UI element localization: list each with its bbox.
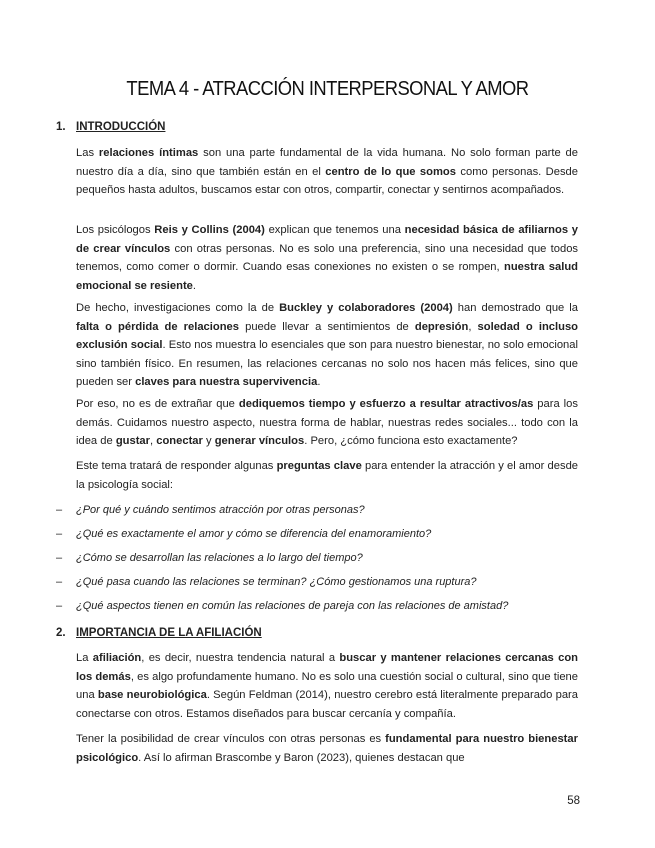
paragraph-7: Tener la posibilidad de crear vínculos con otras personas es fundamental para nuestro bienestar psicológico. Así lo afirman Brascombe y Baron (2023), quienes destacan que xyxy=(76,733,578,764)
section-number: 2. xyxy=(56,627,66,639)
list-item: – ¿Cómo se desarrollan las relaciones a lo largo del tiempo? xyxy=(56,552,363,564)
section-label: INTRODUCCIÓN xyxy=(76,121,166,133)
list-item: – ¿Qué aspectos tienen en común las relaciones de pareja con las relaciones de amistad? xyxy=(56,600,509,612)
list-item: – ¿Qué es exactamente el amor y cómo se diferencia del enamoramiento? xyxy=(56,528,432,540)
paragraph-1: Las relaciones íntimas son una parte fundamental de la vida humana. No solo forman parte de nuestro día a día, sino que también están en el centro de lo que somos como personas. Desde pequeños hasta adultos, buscamos estar con otros, compartir, conectar y sentirnos acompañados. xyxy=(76,147,579,197)
section-label: IMPORTANCIA DE LA AFILIACIÓN xyxy=(76,627,262,639)
paragraph-3: De hecho, investigaciones como la de Buckley y colaboradores (2004) han demostrado que la falta o pérdida de relaciones puede llevar a sentimientos de depresión, soledad o incluso exclusión social. Esto nos muestra lo esenciales que son para nuestro bienestar, no solo emocional sino también físico. En resumen, las relaciones cercanas no solo nos hacen más felices, sino que pueden ser claves para nuestra supervivencia. xyxy=(76,302,579,389)
paragraph-2: Los psicólogos Reis y Collins (2004) explican que tenemos una necesidad básica de afiliarnos y de crear vínculos con otras personas. No es solo una preferencia, sino una necesidad que todos tenemos, como comer o dormir. Cuando esas conexiones no existen o se rompen, nuestra salud emocional se resiente. xyxy=(76,224,579,292)
page-number: 58 xyxy=(567,795,580,807)
paragraph-5: Este tema tratará de responder algunas preguntas clave para entender la atracción y el amor desde la psicología social: xyxy=(76,460,579,491)
paragraph-6: La afiliación, es decir, nuestra tendencia natural a buscar y mantener relaciones cercanas con los demás, es algo profundamente humano. No es solo una cuestión social o cultural, sino que tiene una base neurobiológica. Según Feldman (2014), nuestro cerebro está literalmente preparado para conectarse con otros. Estamos diseñados para buscar cercanía y compañía. xyxy=(76,652,578,720)
section-heading-afiliacion xyxy=(56,624,262,643)
section-heading-introduccion xyxy=(56,118,165,137)
list-item: – ¿Qué pasa cuando las relaciones se terminan? ¿Cómo gestionamos una ruptura? xyxy=(56,576,477,588)
page-title: TEMA 4 - ATRACCIÓN INTERPERSONAL Y AMOR xyxy=(126,78,529,100)
section-number: 1. xyxy=(56,121,66,133)
paragraph-4: Por eso, no es de extrañar que dediquemos tiempo y esfuerzo a resultar atractivos/as para los demás. Cuidamos nuestro aspecto, nuestra forma de hablar, nuestras redes sociales... todo con la idea de gustar, conectar y generar vínculos. Pero, ¿cómo funciona esto exactamente? xyxy=(76,398,578,448)
list-item: – ¿Por qué y cuándo sentimos atracción por otras personas? xyxy=(56,504,365,516)
